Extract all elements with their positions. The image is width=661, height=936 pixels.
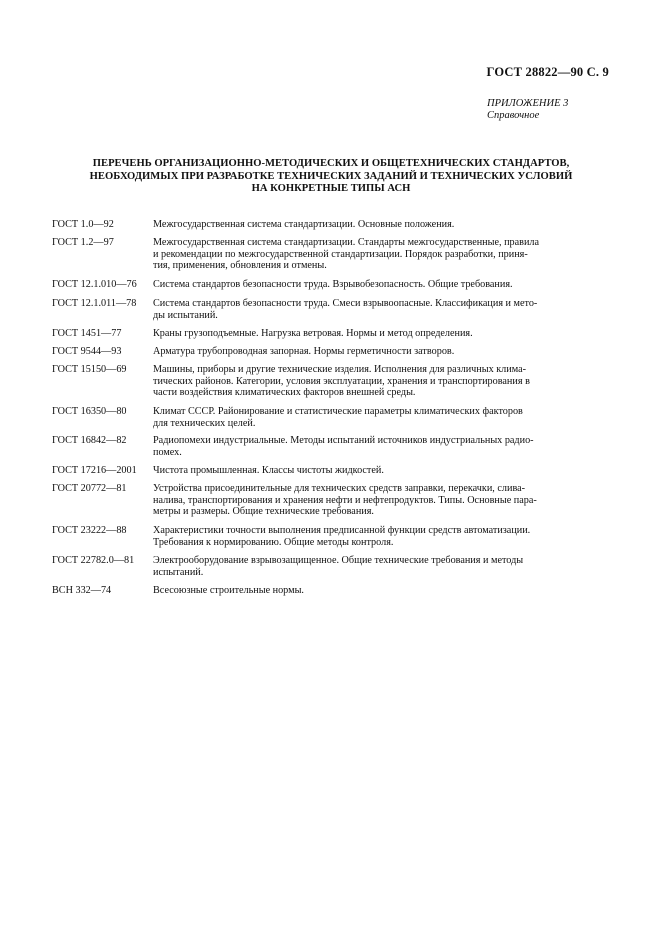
description-line: Требования к нормированию. Общие методы контроля. bbox=[153, 536, 394, 548]
description-line: Электрооборудование взрывозащищенное. Общие технические требования и методы bbox=[153, 555, 524, 566]
standard-code: ГОСТ 17216—2001 bbox=[52, 465, 137, 476]
standard-code: ГОСТ 20772—81 bbox=[52, 483, 127, 494]
standard-description bbox=[153, 585, 610, 597]
description-line: Краны грузоподъемные. Нагрузка ветровая. Нормы и метод определения. bbox=[153, 328, 473, 339]
description-line: Всесоюзные строительные нормы. bbox=[153, 585, 304, 596]
description-line: ды испытаний. bbox=[153, 309, 218, 321]
description-line: Характеристики точности выполнения предписанной функции средств автоматизации. bbox=[153, 525, 531, 536]
standard-description bbox=[153, 465, 610, 477]
standard-code: ГОСТ 22782.0—81 bbox=[52, 555, 135, 566]
standard-description bbox=[153, 406, 610, 429]
standard-description bbox=[153, 298, 610, 321]
description-line: Арматура трубопроводная запорная. Нормы герметичности затворов. bbox=[153, 346, 455, 357]
appendix-type: Справочное bbox=[487, 110, 540, 121]
description-line: метры и размеры. Общие технические требования. bbox=[153, 506, 374, 518]
description-line: налива, транспортирования и хранения нефти и нефтепродуктов. Типы. Основные пара- bbox=[153, 494, 537, 506]
standard-description bbox=[153, 525, 610, 548]
title-line: НА КОНКРЕТНЫЕ ТИПЫ АСН bbox=[251, 183, 411, 194]
standard-description bbox=[153, 219, 610, 231]
description-line: Радиопомехи индустриальные. Методы испытаний источников индустриальных радио- bbox=[153, 435, 534, 446]
description-line: и рекомендации по межгосударственной стандартизации. Порядок разработки, приня- bbox=[153, 248, 528, 260]
standard-code: ГОСТ 12.1.011—78 bbox=[52, 298, 137, 309]
description-line: тических районов. Категории, условия эксплуатации, хранения и транспортирования в bbox=[153, 375, 530, 387]
standard-description bbox=[153, 555, 610, 578]
standard-code: ГОСТ 9544—93 bbox=[52, 346, 122, 357]
description-line: Межгосударственная система стандартизации. Основные положения. bbox=[153, 219, 455, 230]
standard-code: ГОСТ 16350—80 bbox=[52, 406, 127, 417]
description-line: Система стандартов безопасности труда. Взрывобезопасность. Общие требования. bbox=[153, 279, 513, 290]
standard-code: ГОСТ 1451—77 bbox=[52, 328, 122, 339]
standard-code: ВСН 332—74 bbox=[52, 585, 112, 596]
standard-code: ГОСТ 16842—82 bbox=[52, 435, 127, 446]
standard-code: ГОСТ 1.0—92 bbox=[52, 219, 114, 230]
standard-code: ГОСТ 1.2—97 bbox=[52, 237, 114, 248]
description-line: тия, применения, обновления и отмены. bbox=[153, 260, 327, 272]
standard-description bbox=[153, 346, 610, 358]
title-line: НЕОБХОДИМЫХ ПРИ РАЗРАБОТКЕ ТЕХНИЧЕСКИХ ЗАДАНИЙ И ТЕХНИЧЕСКИХ УСЛОВИЙ bbox=[89, 170, 573, 182]
appendix-block bbox=[487, 98, 568, 122]
title-line: ПЕРЕЧЕНЬ ОРГАНИЗАЦИОННО-МЕТОДИЧЕСКИХ И ОБЩЕТЕХНИЧЕСКИХ СТАНДАРТОВ, bbox=[92, 158, 570, 169]
description-line: для технических целей. bbox=[153, 417, 256, 429]
description-line: части воздействия климатических факторов внешней среды. bbox=[153, 387, 416, 399]
standard-description bbox=[153, 237, 610, 272]
standard-description bbox=[153, 435, 610, 458]
standard-code: ГОСТ 12.1.010—76 bbox=[52, 279, 137, 290]
appendix-label: ПРИЛОЖЕНИЕ 3 bbox=[487, 98, 569, 109]
standard-description bbox=[153, 328, 610, 340]
description-line: Климат СССР. Районирование и статистические параметры климатических факторов bbox=[153, 406, 523, 417]
description-line: Машины, приборы и другие технические изделия. Исполнения для различных клима- bbox=[153, 364, 526, 375]
description-line: Устройства присоединительные для технических средств заправки, перекачки, слива- bbox=[153, 483, 526, 494]
document-page-header: ГОСТ 28822—90 С. 9 bbox=[486, 65, 609, 79]
description-line: испытаний. bbox=[153, 566, 204, 578]
description-line: Система стандартов безопасности труда. Смеси взрывоопасные. Классификация и мето- bbox=[153, 298, 538, 309]
section-title bbox=[52, 158, 610, 196]
description-line: помех. bbox=[153, 446, 182, 458]
standard-code: ГОСТ 23222—88 bbox=[52, 525, 127, 536]
standard-description bbox=[153, 279, 610, 291]
standard-description bbox=[153, 364, 610, 399]
description-line: Межгосударственная система стандартизации. Стандарты межгосударственные, правила bbox=[153, 237, 540, 248]
standard-code: ГОСТ 15150—69 bbox=[52, 364, 127, 375]
standard-description bbox=[153, 483, 610, 518]
description-line: Чистота промышленная. Классы чистоты жидкостей. bbox=[153, 465, 384, 476]
